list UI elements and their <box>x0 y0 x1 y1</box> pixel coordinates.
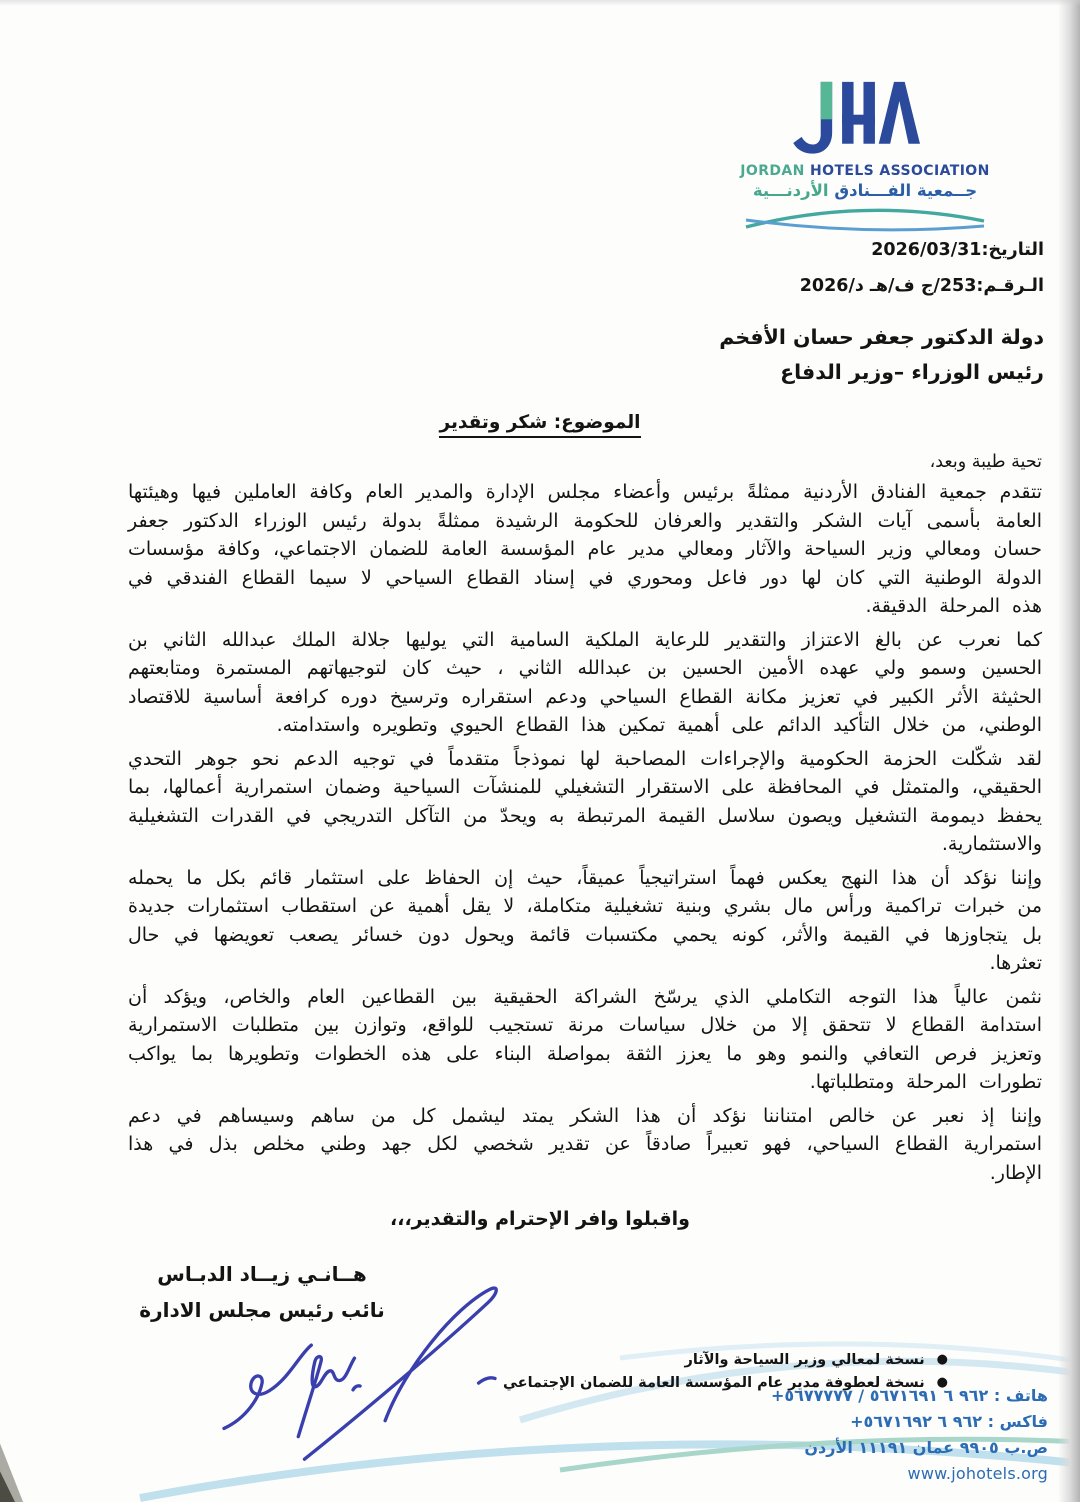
greeting-line: تحية طيبة وبعد، <box>929 452 1042 472</box>
scan-edge-top <box>0 0 1080 6</box>
logo-words-hotels-association: HOTELS ASSOCIATION <box>804 163 990 179</box>
logo-ar-jordanian: الأردنـــية <box>752 181 829 200</box>
contact-block <box>771 1383 1048 1487</box>
cc-item-text: نسخة لمعالي وزير السياحة والآثار <box>684 1352 925 1368</box>
letter-meta <box>800 240 1044 312</box>
fax-line <box>771 1409 1048 1435</box>
phone-value: +٩٦٢ ٦ ٥٦٧١٦٩١ / ٥٦٧٧٧٧٧ <box>770 1386 989 1405</box>
bullet-icon: ● <box>936 1375 948 1390</box>
subject-line: الموضوع: شكر وتقدير <box>439 412 640 438</box>
logo-swoosh-icon <box>739 201 991 237</box>
logo-arabic-line <box>734 181 996 200</box>
letter-body <box>128 478 1042 1192</box>
body-paragraph: كما نعرب عن بالغ الاعتزاز والتقدير للرعاية الملكية السامية التي يوليها جلالة الملك عبدالله الثاني بن الحسين وسمو ولي عهده الأمين الحسين بن عبدالله الثاني ، حيث كان لتوجيهاتهم المستمرة ومتابعتهم الحثيثة الأثر الكبير في تعزيز مكانة القطاع السياحي ودعم استقراره وترسيخ دوره كرافعة أساسية للاقتصاد الوطني، من خلال التأكيد الدائم على أهمية تمكين هذا القطاع الحيوي وتطويره واستدامته. <box>128 628 1042 736</box>
addressee-name: دولة الدكتور جعفر حسان الأفخم <box>719 325 1044 349</box>
addressee-block <box>719 320 1044 390</box>
website-text: www.johotels.org <box>907 1464 1048 1483</box>
ref-number-line: الـرقـم:253/ج ف/هـ د/2026 <box>799 276 1044 296</box>
phone-line <box>771 1383 1048 1409</box>
closing-line: واقبلوا وافر الإحترام والتقدير،،، <box>390 1208 690 1230</box>
cc-item-text: نسخة لعطوفة مدير عام المؤسسة العامة للضمان الإجتماعي <box>503 1375 925 1391</box>
signatory-name: هــانـي زيــاد الدبـاس <box>157 1262 367 1286</box>
bullet-icon: ● <box>936 1352 948 1367</box>
phone-label: هاتف : <box>993 1386 1048 1405</box>
signatory-title: نائب رئيس مجلس الادارة <box>139 1298 385 1322</box>
fax-value: +٩٦٢ ٦ ٥٦٧١٦٩٢ <box>850 1412 983 1431</box>
date-line: التاريخ:2026/03/31 <box>871 240 1044 260</box>
subject-block <box>0 412 1080 438</box>
logo-word-jordan: JORDAN <box>740 163 805 179</box>
body-paragraph: لقد شكّلت الحزمة الحكومية والإجراءات المصاحبة لها نموذجاً متقدماً في توجيه الدعم نحو جوهر التحدي الحقيقي، والمتمثل في المحافظة على الاستقرار التشغيلي للمنشآت السياحية وضمان استمرارية أعمالها، بما يحفظ ديمومة التشغيل ويصون سلاسل القيمة المرتبطة به ويحدّ من التآكل التدريجي في القدرات التشغيلية والاستثمارية. <box>128 747 1042 855</box>
handwritten-signature <box>189 1268 539 1475</box>
body-paragraph: نثمن عالياً هذا التوجه التكاملي الذي يرسّخ الشراكة الحقيقية بين القطاعين العام والخاص، ويؤكد أن استدامة القطاع لا تتحقق إلا من خلال سياسات مرنة تستجيب للواقع، وتوازن بين متطلبات الاستمرارية وتعزيز فرص التعافي والنمو وهو ما يعزز الثقة بمواصلة البناء على هذه الخطوات وتطويرها بما يواكب تطورات المرحلة ومتطلباتها. <box>128 985 1042 1093</box>
addressee-title: رئيس الوزراء –وزير الدفاع <box>780 360 1044 384</box>
body-paragraph: تتقدم جمعية الفنادق الأردنية ممثلةً برئيس وأعضاء مجلس الإدارة والمدير العام وكافة العاملين فيها وهيئتها العامة بأسمى آيات الشكر والتقدير والعرفان للحكومة الرشيدة ممثلةً بدولة رئيس الوزراء الدكتور جعفر حسان ومعالي وزير السياحة والآثار ومعالي مدير عام المؤسسة العامة للضمان الاجتماعي، وكافة مؤسسات الدولة الوطنية التي كان لها دور فاعل ومحوري في إسناد القطاع السياحي لا سيما القطاع الفندقي في هذه المرحلة الدقيقة. <box>128 481 1042 617</box>
body-paragraph: وإننا إذ نعبر عن خالص امتناننا نؤكد أن هذا الشكر يمتد ليشمل كل من ساهم وسيساهم في دعم استمرارية القطاع السياحي، فهو تعبيراً صادقاً عن تقدير شخصي لكل جهد وطني مخلص بذل في هذا الإطار. <box>128 1104 1042 1184</box>
body-paragraph: وإننا نؤكد أن هذا النهج يعكس فهماً استراتيجياً عميقاً، حيث إن الحفاظ على استثمار قائم بكل ما يحمله من خبرات تراكمية ورأس مال بشري وبنية تشغيلية متكاملة، لا يقل أهمية عن استقطاب استثمارات جديدة بل يتجاوزها في القيمة والأثر، كونه يحمي مكتسبات قائمة ويحول دون خسائر يصعب تعويضها في حال تعثرها. <box>128 866 1042 974</box>
scan-edge-right <box>1058 0 1080 1502</box>
jha-logo-mark <box>781 72 949 162</box>
logo-ar-main: جــمعية الفـــنادق <box>834 181 978 200</box>
jha-logo <box>734 72 996 241</box>
logo-english-line <box>734 163 996 179</box>
cc-item <box>503 1349 948 1372</box>
pobox-line: ص.ب ٩٩٠٥ عمان ١١١٩١ الأردن <box>804 1438 1048 1457</box>
fax-label: فاكس : <box>987 1412 1048 1431</box>
